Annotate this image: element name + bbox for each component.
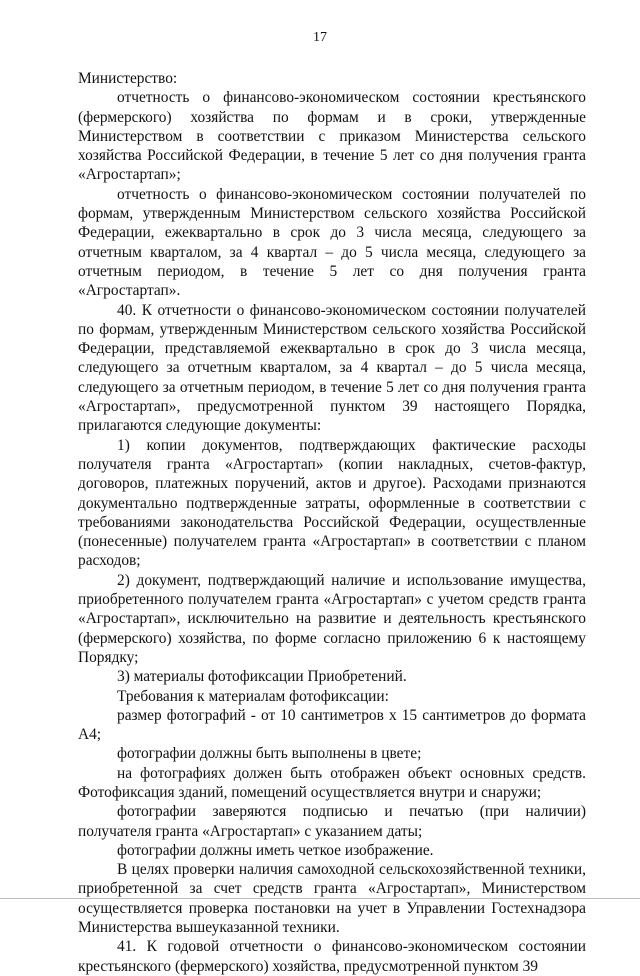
paragraph-clause-41: 41. К годовой отчетности о финансово-экономическом состоянии крестьянского (фермерского) хозяйства, предусмотренной пунктом 39 [78, 938, 586, 975]
paragraph-photo-clarity: фотографии должны иметь четкое изображение. [117, 841, 434, 859]
paragraph-item-1: 1) копии документов, подтверждающих фактические расходы получателя гранта «Агростартап» (копии накладных, счетов-фактур, договоров, платежных поручений, актов и другое). Расходами признаются документально подтвержденные затраты, оформленные в соответствии с требованиями законодательства Российской Федерации, осуществленные (понесенные) получателем гранта «Агростартап» в соответствии с планом расходов; [78, 436, 586, 570]
paragraph-machinery-check: В целях проверки наличия самоходной сельскохозяйственной техники, приобретенной за счет средств гранта «Агростартап», Министерством осуществляется проверка постановки на учет в Управлении Гостехнадзора Министерства вышеуказанной техники. [78, 861, 586, 937]
paragraph-photo-object: на фотографиях должен быть отображен объект основных средств. Фотофиксация зданий, помещений осуществляется внутри и снаружи; [78, 764, 586, 801]
paragraph-item-2: 2) документ, подтверждающий наличие и использование имущества, приобретенного получателем гранта «Агростартап» с учетом средств гранта «Агростартап», исключительно на развитие и деятельность крестьянского (фермерского) хозяйства, по форме согласно приложению 6 к настоящему Порядку; [78, 571, 586, 666]
paragraph-recipient-reporting: отчетность о финансово-экономическом состоянии получателей по формам, утвержденным Министерством сельского хозяйства Российской Федерации, ежеквартально в срок до 3 числа месяца, следующего за отчетным кварталом, за 4 квартал – до 5 числа месяца, следующего за отчетным периодом, в течение 5 лет со дня получения гранта «Агростартап». [78, 185, 586, 300]
paragraph-farm-reporting: отчетность о финансово-экономическом состоянии крестьянского (фермерского) хозяйства по формам и в сроки, утвержденные Министерством в соответствии с приказом Министерства сельского хозяйства Российской Федерации, в течение 5 лет со дня получения гранта «Агростартап»; [78, 89, 586, 184]
page-number: 17 [313, 30, 327, 45]
page-bottom-edge [0, 898, 640, 899]
paragraph-ministry-heading: Министерство: [78, 70, 178, 87]
paragraph-photo-color: фотографии должны быть выполнены в цвете; [117, 745, 422, 763]
document-body [78, 69, 586, 976]
paragraph-photo-size: размер фотографий - от 10 сантиметров х 15 сантиметров до формата А4; [78, 706, 586, 744]
paragraph-item-3: 3) материалы фотофиксации Приобретений. [117, 668, 407, 686]
paragraph-photo-requirements-heading: Требования к материалам фотофиксации: [117, 687, 389, 705]
paragraph-clause-40: 40. К отчетности о финансово-экономическом состоянии получателей по формам, утвержденным Министерством сельского хозяйства Российской Федерации, представляемой ежеквартально в срок до 3 числа месяца, следующего за отчетным кварталом, за 4 квартал – до 5 числа месяца, следующего за отчетным периодом, в течение 5 лет со дня получения гранта «Агростартап», предусмотренной пунктом 39 настоящего Порядка, прилагаются следующие документы: [78, 301, 586, 435]
paragraph-photo-certification: фотографии заверяются подписью и печатью (при наличии) получателя гранта «Агростартап» с указанием даты; [78, 803, 586, 840]
